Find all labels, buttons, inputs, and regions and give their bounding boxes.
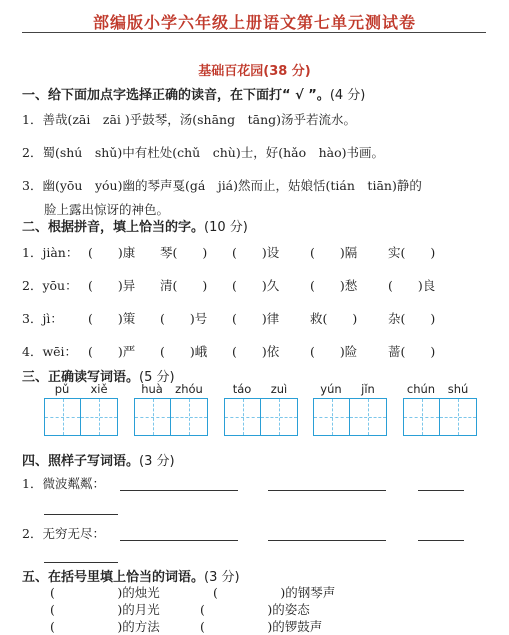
q2-blank-item[interactable]: ( )律	[232, 311, 280, 326]
q2-blank-item[interactable]: ( )异	[88, 278, 136, 293]
q2-blank-item[interactable]: ( )良	[388, 278, 436, 293]
q5-item-3b: ( )的锣鼓声	[200, 619, 323, 634]
q2-blank-item[interactable]: ( )设	[232, 245, 280, 260]
question-4-text: 四、照样子写词语。	[22, 454, 140, 469]
q2-blank-item[interactable]: 清( )	[160, 278, 208, 293]
page-title: 部编版小学六年级上册语文第七单元测试卷	[92, 13, 416, 32]
tianzige-cell[interactable]	[404, 399, 440, 435]
q2-pinyin-label: 3．jì：	[22, 311, 63, 326]
q3-tianzige-box[interactable]	[44, 398, 118, 436]
q2-blank-item[interactable]: ( )依	[232, 344, 280, 359]
q4-blank-1c[interactable]	[418, 490, 464, 491]
question-2-score: (10 分)	[204, 220, 248, 235]
tianzige-cell[interactable]	[45, 399, 81, 435]
q3-tianzige-box[interactable]	[134, 398, 208, 436]
question-5-text: 五、在括号里填上恰当的词语。	[22, 570, 205, 585]
q1-item-1: 1．善哉(zāi zāi )乎鼓琴，汤(shāng tāng)汤乎若流水。	[22, 112, 357, 127]
q4-blank-1a[interactable]	[120, 490, 238, 491]
q4-blank-2b[interactable]	[268, 540, 386, 541]
tianzige-cell[interactable]	[261, 399, 297, 435]
q2-blank-item[interactable]: ( )严	[88, 344, 136, 359]
q1-item-3-cont: 脸上露出惊讶的神色。	[44, 202, 170, 217]
q2-blank-item[interactable]: 琴( )	[160, 245, 208, 260]
q3-pinyin: táo	[232, 382, 252, 396]
question-3-score: (5 分)	[139, 370, 175, 385]
question-2-heading	[22, 216, 248, 235]
question-2-text: 二、根据拼音，填上恰当的字。	[22, 220, 205, 235]
tianzige-cell[interactable]	[135, 399, 171, 435]
q2-pinyin-label: 4．wēi：	[22, 344, 78, 359]
q2-blank-item[interactable]: ( )康	[88, 245, 136, 260]
q4-blank-2d[interactable]	[44, 562, 118, 563]
q3-pinyin: jǐn	[361, 382, 375, 396]
q2-blank-item[interactable]: 实( )	[388, 245, 436, 260]
q5-item-1a: ( )的烛光	[50, 585, 160, 600]
q2-blank-item[interactable]: 蔷( )	[388, 344, 436, 359]
q4-blank-1b[interactable]	[268, 490, 386, 491]
q3-pinyin: huà	[141, 382, 163, 396]
question-1-heading	[22, 84, 365, 103]
question-1-text: 一、给下面加点字选择正确的读音，在下面打“ √ ”。	[22, 88, 330, 103]
q3-pinyin: yún	[320, 382, 342, 396]
question-5-score: (3 分)	[204, 570, 240, 585]
q3-tianzige-box[interactable]	[403, 398, 477, 436]
tianzige-cell[interactable]	[314, 399, 350, 435]
section-subtitle: 基础百花园(38 分)	[198, 64, 311, 79]
q2-blank-item[interactable]: 杂( )	[388, 311, 436, 326]
tianzige-cell[interactable]	[440, 399, 476, 435]
tianzige-cell[interactable]	[81, 399, 117, 435]
q2-blank-item[interactable]: ( )号	[160, 311, 208, 326]
q2-blank-item[interactable]: ( )隔	[310, 245, 358, 260]
q3-tianzige-box[interactable]	[224, 398, 298, 436]
q4-blank-2a[interactable]	[120, 540, 238, 541]
q4-item-1: 1．微波粼粼：	[22, 476, 105, 491]
q3-pinyin: zuì	[270, 382, 288, 396]
q3-pinyin: pǔ	[54, 382, 70, 396]
q3-pinyin: chún	[406, 382, 436, 396]
q2-pinyin-label: 1．jiàn：	[22, 245, 79, 260]
q1-item-2: 2．蜀(shú shǔ)中有杜处(chǔ chù)士，好(hǎo hào)书画。	[22, 145, 385, 160]
q2-blank-item[interactable]: ( )策	[88, 311, 136, 326]
title-underline	[22, 32, 486, 33]
q2-blank-item[interactable]: ( )久	[232, 278, 280, 293]
q1-item-3: 3．幽(yōu yóu)幽的琴声戛(gá jiá)然而止，姑娘恬(tián tiān)静的	[22, 178, 422, 193]
q5-item-3a: ( )的方法	[50, 619, 160, 634]
question-3-text: 三、正确读写词语。	[22, 370, 140, 385]
q2-blank-item[interactable]: 救( )	[310, 311, 358, 326]
tianzige-cell[interactable]	[171, 399, 207, 435]
q5-item-2b: ( )的姿态	[200, 602, 310, 617]
q3-pinyin: shú	[447, 382, 469, 396]
q5-item-2a: ( )的月光	[50, 602, 160, 617]
q3-tianzige-box[interactable]	[313, 398, 387, 436]
tianzige-cell[interactable]	[225, 399, 261, 435]
q2-pinyin-label: 2．yōu：	[22, 278, 78, 293]
tianzige-cell[interactable]	[350, 399, 386, 435]
q3-pinyin: xiě	[90, 382, 108, 396]
question-1-score: (4 分)	[329, 88, 366, 103]
question-4-score: (3 分)	[139, 454, 175, 469]
q3-pinyin: zhóu	[175, 382, 203, 396]
q2-blank-item[interactable]: ( )愁	[310, 278, 358, 293]
question-4-heading	[22, 450, 175, 469]
q5-item-1b: ( )的钢琴声	[213, 585, 336, 600]
q4-blank-1d[interactable]	[44, 514, 118, 515]
q2-blank-item[interactable]: ( )险	[310, 344, 358, 359]
q4-item-2: 2．无穷无尽：	[22, 526, 105, 541]
q2-blank-item[interactable]: ( )峨	[160, 344, 208, 359]
q4-blank-2c[interactable]	[418, 540, 464, 541]
